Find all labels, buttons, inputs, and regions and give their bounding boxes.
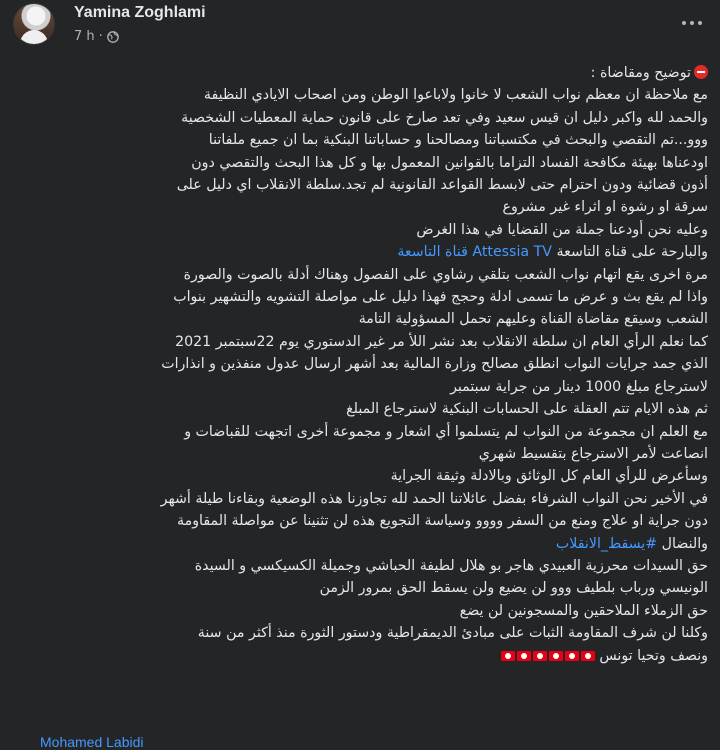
author-name[interactable]: Yamina Zoghlami — [74, 4, 206, 21]
post-line: والبارحة على قناة التاسعة Attessia TV قناة التاسعة — [397, 244, 708, 261]
post-line: حق السيدات محرزية العبيدي هاجر بو هلال لطيفة الحباشي وجميلة الكسيكسي و السيدة — [194, 557, 708, 574]
meta-separator: · — [98, 29, 103, 44]
post-line: والحمد لله واكبر دليل ان قيس سعيد وفي تعد صارخ على قانون حماية المعطيات الشخصية — [181, 109, 708, 126]
post-line: كما نعلم الرأي العام ان سلطة الانقلاب بعد نشر اللأ مر غير الدستوري يوم 22سبتمبر 2021 — [175, 333, 708, 350]
post-line: وسأعرض للرأي العام كل الوثائق وبالادلة وثيقة الجراية — [390, 468, 708, 485]
tunisia-flag-icon — [549, 651, 563, 661]
tunisia-flag-icon — [533, 651, 547, 661]
post-line: انصاعت لأمر الاسترجاع بتقسيط شهري — [478, 445, 708, 462]
post-header — [0, 0, 720, 62]
post-line: الونيسي ورباب بلطيف ووو لن يضيع ولن يسقط الحق بمرور الزمن — [319, 580, 708, 597]
post-line: حق الزملاء الملاحقين والمسجونين لن يضع — [459, 602, 708, 619]
post-time[interactable]: 7 h — [74, 29, 95, 44]
post-line: والنضال #يسقط_الانقلاب — [555, 535, 708, 552]
avatar-figure — [20, 30, 48, 44]
post-line: توضيح ومقاضاة : — [12, 62, 708, 84]
post-line: مرة اخرى يقع اتهام نواب الشعب بتلقي رشاوي على الفصول وهناك أدلة بالصوت والصورة — [183, 266, 708, 283]
post-line: الذي جمد جرايات النواب انطلق مصالح وزارة المالية بعد أشهر ارسال عدول منفذين و انذارات — [161, 356, 708, 373]
post-line: ثم هذه الايام تتم العقلة على الحسابات البنكية لاسترجاع المبلغ — [346, 401, 708, 418]
no-entry-icon — [694, 65, 708, 79]
post-line: لاسترجاع مبلغ 1000 دينار من جراية سبتمبر — [450, 378, 708, 395]
post-line: ووو...تم التقصي والبحث في مكتسباتنا ومصالحنا و حساباتنا البنكية بما ان جميع ملفاتنا — [208, 132, 708, 149]
post-meta — [74, 29, 119, 44]
channel-link[interactable]: Attessia TV قناة التاسعة — [397, 244, 552, 261]
post-line: في الأخير نحن النواب الشرفاء بفضل عائلاتنا الحمد لله تجاوزنا هذه الوضعية وبقاءنا طيلة أشهر — [160, 490, 708, 507]
hashtag-link[interactable]: #يسقط_الانقلاب — [555, 535, 658, 552]
post-line: أذون قضائية ودون احترام حتى لابسط القواعد القانونية لم تجد.سلطة الانقلاب اي دليل على — [176, 177, 708, 194]
tunisia-flag-icon — [565, 651, 579, 661]
post-line: وكلنا لن شرف المقاومة الثبات على مبادئ الديمقراطية ودستور الثورة منذ أكثر من سنة — [197, 625, 708, 642]
post-line: اودعناها بهيئة مكافحة الفساد التزاما بالقوانين المعمول بها و كل هذا البحث والتقصي دون — [191, 154, 708, 171]
post-line: مع ملاحظة ان معظم نواب الشعب لا خانوا ولاباعوا الوطن ومن اصحاب الايادي النظيفة — [203, 87, 708, 104]
post-line: الشعب وسيقع مقاضاة القناة وعليهم تحمل المسؤولية التامة — [358, 311, 708, 328]
more-options-icon[interactable] — [674, 12, 710, 34]
post-line: وعليه نحن أودعنا جملة من القضايا في هذا الغرض — [416, 221, 708, 238]
post-line: سرقة او رشوة او اثراء غير مشروع — [502, 199, 708, 216]
tunisia-flag-icons — [499, 648, 595, 664]
post-line: ونصف وتحيا تونس — [12, 645, 708, 667]
author-avatar[interactable] — [14, 4, 54, 44]
globe-icon[interactable] — [107, 31, 119, 43]
post-body — [12, 62, 708, 667]
post-line: دون جراية او علاج ومنع من السفر وووو وسياسة التجويع هذه لن تثنينا عن مواصلة المقاومة — [177, 513, 708, 530]
tunisia-flag-icon — [581, 651, 595, 661]
partial-mention-link[interactable]: Mohamed Labidi — [40, 734, 144, 750]
tunisia-flag-icon — [517, 651, 531, 661]
post-line: مع العلم ان مجموعة من النواب لم يتسلموا أي اشعار و مجموعة أخرى اتجهت للقباضات و — [184, 423, 708, 440]
tunisia-flag-icon — [501, 651, 515, 661]
post-line: واذا لم يقع بث و عرض ما تسمى ادلة وحجج فهذا دليل على مواصلة التشويه والتشهير بنواب — [173, 289, 708, 306]
